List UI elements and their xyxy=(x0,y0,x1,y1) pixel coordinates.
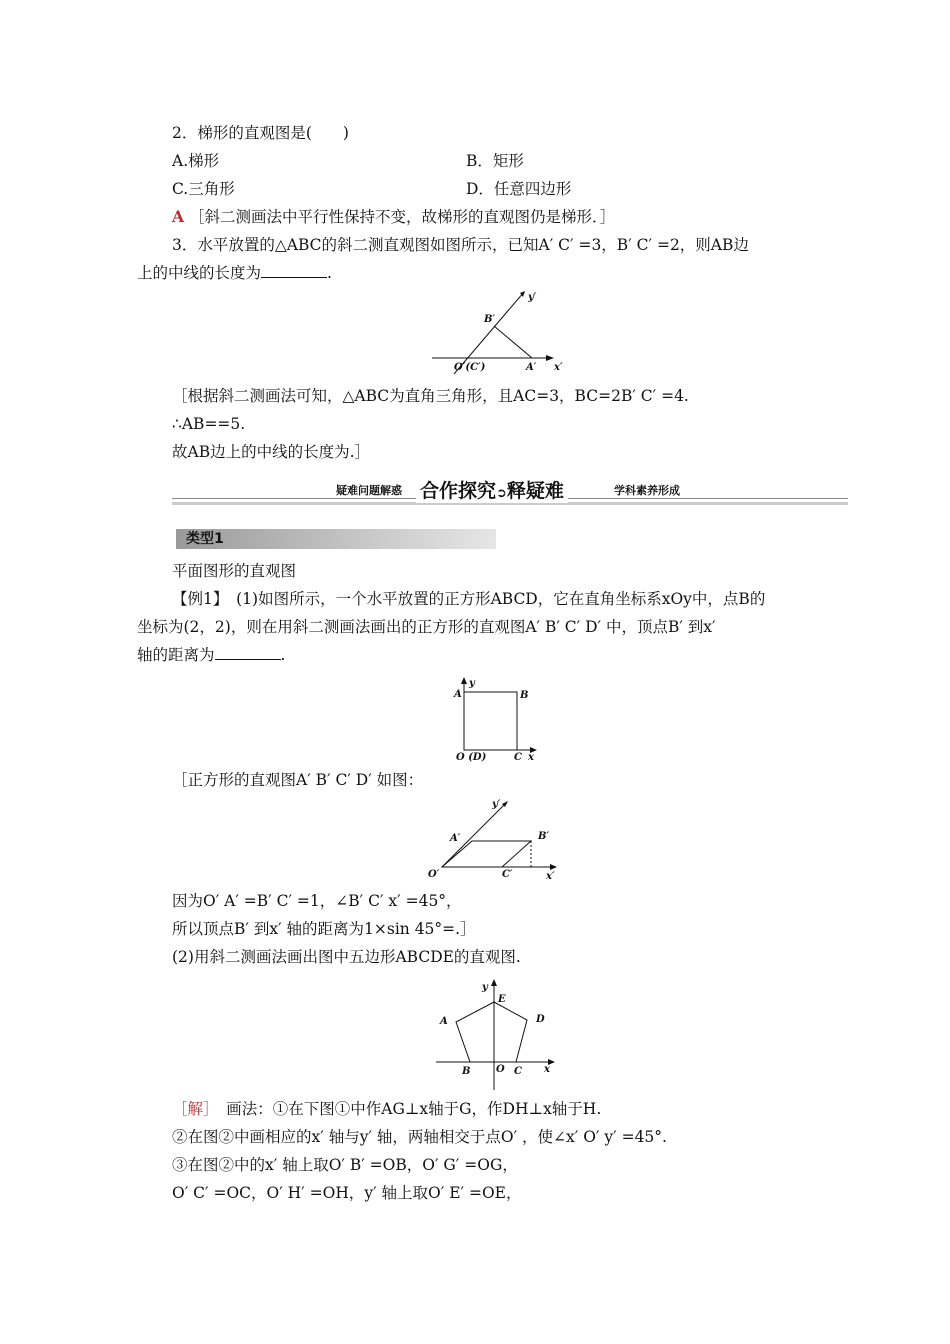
ex1-fig3-x-label: x xyxy=(544,1064,550,1075)
q3-line1: 3．水平放置的△ABC的斜二测直观图如图所示，已知A′ C′ =3，B′ C′ =2，则AB边 xyxy=(172,236,749,254)
ex1-oblique-figure xyxy=(426,797,566,881)
type-header-bar xyxy=(176,529,496,549)
type-tag: 类型1 xyxy=(186,531,224,547)
q3-fig-b-label: B′ xyxy=(484,314,496,325)
ex1-fig3-b-label: B xyxy=(462,1066,471,1077)
ex1-line3 xyxy=(137,645,285,665)
type-title: 平面图形的直观图 xyxy=(172,562,297,580)
ex1-fig3-d-label: D xyxy=(536,1014,545,1025)
q3-answer-blank xyxy=(261,263,327,278)
ex1-fig2-y-label: y′ xyxy=(492,799,501,810)
q3-line2-end: . xyxy=(327,264,332,282)
ex1-pentagon-figure xyxy=(432,976,560,1094)
ex1-answer-blank xyxy=(215,645,281,660)
ex1-fig1-o-label: O (D) xyxy=(456,752,487,762)
q2-option-c: C.三角形 xyxy=(172,180,235,198)
ex1-fig1-b-label: B xyxy=(520,690,529,701)
ex1-fig3-y-label: y xyxy=(482,982,488,993)
ex1-fig3-a-label: A xyxy=(440,1016,448,1027)
section-banner xyxy=(172,478,848,508)
jie-label: ［解］ xyxy=(172,1100,211,1118)
ex1-fig2-x-label: x′ xyxy=(546,871,555,881)
ex1-fig3-c-label: C xyxy=(514,1066,522,1077)
ex1-fig1-a-label: A xyxy=(454,689,462,700)
q3-solution-1: ［根据斜二测画法可知，△ABC为直角三角形，且AC=3，BC=2B′ C′ =4. xyxy=(172,387,689,405)
ex1-solution-3: 所以顶点B′ 到x′ 轴的距离为1×sin 45°=.］ xyxy=(172,920,476,938)
q2-option-d: D．任意四边形 xyxy=(466,180,572,198)
ex1-step2: ②在图②中画相应的x′ 轴与y′ 轴，两轴相交于点O′ ，使∠x′ O′ y′ =45°. xyxy=(172,1128,667,1146)
ex1-line3-end: . xyxy=(280,646,286,664)
q3-fig-y-label: y′ xyxy=(528,292,537,303)
ex1-fig1-c-label: C xyxy=(514,752,522,762)
q3-fig-x-label: x′ xyxy=(554,362,563,373)
ex1-step1 xyxy=(172,1099,601,1119)
ex1-solution-2: 因为O′ A′ =B′ C′ =1，∠B′ C′ x′ =45°， xyxy=(172,892,462,910)
ex1-fig2-o-label: O′ xyxy=(428,869,440,880)
banner-title-main: 合作探究 xyxy=(420,480,497,502)
q3-fig-a-label: A′ xyxy=(526,362,537,373)
ex1-step1-text: 画法：①在下图①中作AG⊥x轴于G，作DH⊥x轴于H. xyxy=(210,1100,602,1118)
q2-option-a: A.梯形 xyxy=(172,152,220,170)
q2-stem: 2．梯形的直观图是( ) xyxy=(172,124,349,142)
ex1-line2: 坐标为(2，2)，则在用斜二测画法画出的正方形的直观图A′ B′ C′ D′ 中，顶点B′ 到x′ xyxy=(137,618,716,636)
q2-option-b: B．矩形 xyxy=(466,152,524,170)
ex1-fig3-e-label: E xyxy=(498,994,506,1005)
q3-triangle-figure xyxy=(428,288,568,380)
ex1-fig3-o-label: O xyxy=(496,1064,505,1075)
ex1-fig2-a-label: A′ xyxy=(450,833,461,844)
banner-title-right: 释疑难 xyxy=(506,480,564,502)
ex1-fig1-y-label: y xyxy=(469,678,475,689)
ex1-step3: ③在图②中的x′ 轴上取O′ B′ =OB，O′ G′ =OG， xyxy=(172,1156,518,1174)
ex1-square-figure xyxy=(452,676,542,762)
q2-answer xyxy=(172,207,615,227)
q3-solution-2: ∴AB==5. xyxy=(172,415,246,433)
ex1-solution-intro: ［正方形的直观图A′ B′ C′ D′ 如图： xyxy=(172,771,424,789)
ex1-part2: (2)用斜二测画法画出图中五边形ABCDE的直观图. xyxy=(172,948,521,966)
q2-answer-text: ［斜二测画法中平行性保持不变，故梯形的直观图仍是梯形．］ xyxy=(188,208,616,226)
ex1-fig2-b-label: B′ xyxy=(538,831,550,842)
banner-left-caption: 疑难问题解惑 xyxy=(332,482,406,498)
banner-arrow-icon: ➲ xyxy=(496,486,507,501)
ex1-line3-text: 轴的距离为 xyxy=(137,646,215,664)
q3-solution-3: 故AB边上的中线的长度为.］ xyxy=(172,443,371,461)
q3-line2 xyxy=(137,263,332,283)
q3-fig-o-label: O′(C′) xyxy=(454,362,486,373)
ex1-step4: O′ C′ =OC，O′ H′ =OH，y′ 轴上取O′ E′ =OE， xyxy=(172,1184,522,1202)
q3-line2-text: 上的中线的长度为 xyxy=(137,264,262,282)
banner-title xyxy=(416,476,568,503)
ex1-fig1-x-label: x xyxy=(528,752,534,762)
ex1-fig2-c-label: C′ xyxy=(502,869,513,880)
ex1-line1: 【例1】 (1)如图所示，一个水平放置的正方形ABCD，它在直角坐标系xOy中，点B的 xyxy=(172,590,766,608)
banner-right-caption: 学科素养形成 xyxy=(610,482,684,498)
q2-answer-letter: A xyxy=(172,207,185,226)
